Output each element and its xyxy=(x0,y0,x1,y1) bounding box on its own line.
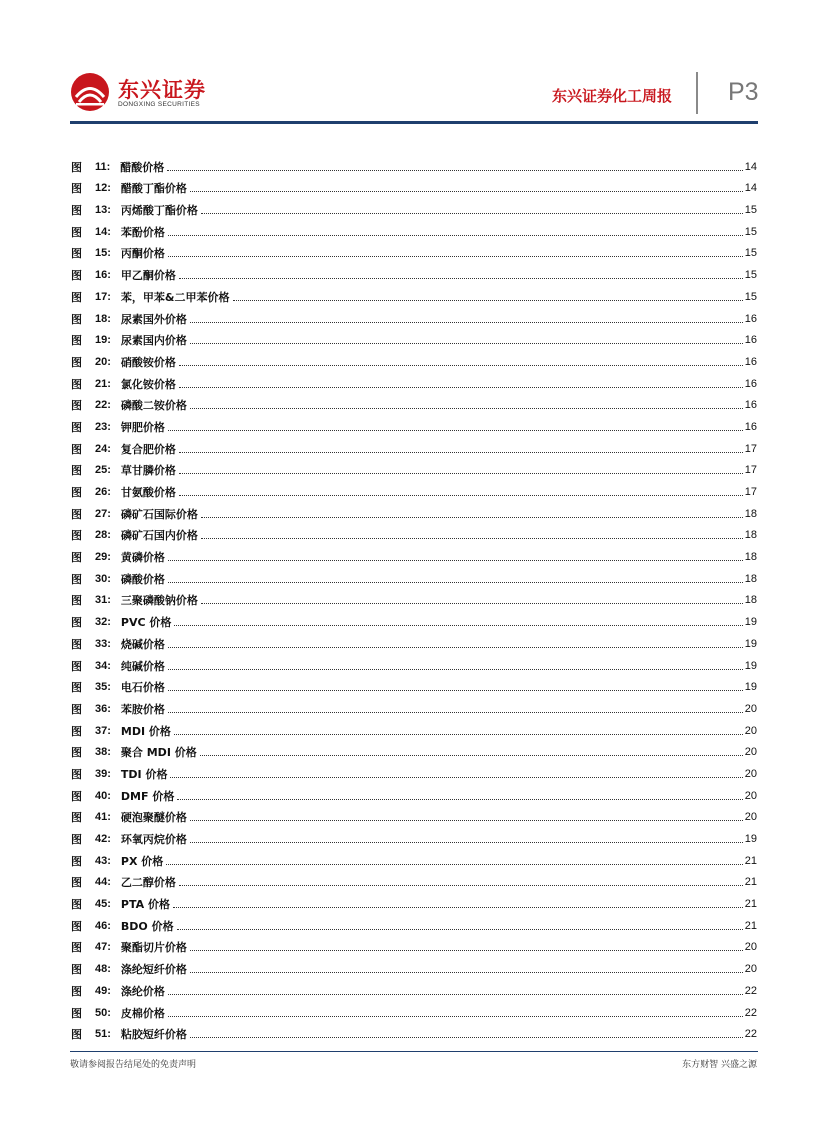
toc-entry-prefix: 图 xyxy=(71,464,82,478)
toc-entry-title[interactable]: 涤纶价格 xyxy=(120,984,165,998)
toc-entry[interactable] xyxy=(71,412,757,434)
logo-chinese-name: 东兴证券 xyxy=(118,78,206,102)
toc-entry-page[interactable]: 20 xyxy=(744,789,757,802)
toc-entry-prefix: 图 xyxy=(71,160,82,174)
toc-entry[interactable] xyxy=(71,954,757,976)
toc-entry-number: 34: xyxy=(95,659,111,672)
toc-entry-title[interactable]: 电石价格 xyxy=(120,681,165,695)
toc-entry-prefix: 图 xyxy=(71,854,82,868)
toc-dot-leader xyxy=(200,755,743,756)
toc-dot-leader xyxy=(190,343,743,344)
toc-dot-leader xyxy=(168,669,743,670)
toc-dot-leader xyxy=(179,278,743,279)
toc-entry-prefix: 图 xyxy=(71,290,82,304)
toc-entry-title[interactable]: 聚酯切片价格 xyxy=(120,941,187,955)
company-logo xyxy=(70,72,230,116)
toc-entry-number: 28: xyxy=(95,529,111,542)
toc-entry-title[interactable]: 丙酮价格 xyxy=(120,247,165,261)
toc-dot-leader xyxy=(190,972,743,973)
toc-entry[interactable] xyxy=(71,781,757,803)
toc-dot-leader xyxy=(190,842,743,843)
toc-entry-title[interactable]: 尿素国外价格 xyxy=(120,312,187,326)
toc-entry-prefix: 图 xyxy=(71,204,82,218)
toc-entry-page[interactable]: 19 xyxy=(744,833,757,845)
toc-dot-leader xyxy=(174,734,743,735)
toc-entry-number: 50: xyxy=(95,1006,111,1019)
toc-entry-page[interactable]: 18 xyxy=(744,529,757,542)
toc-entry[interactable] xyxy=(71,803,757,825)
toc-entry-number: 23: xyxy=(95,420,111,433)
toc-entry-page[interactable]: 14 xyxy=(744,160,757,173)
toc-entry[interactable] xyxy=(71,152,757,174)
toc-entry[interactable] xyxy=(71,1020,757,1042)
toc-dot-leader xyxy=(168,430,743,431)
toc-entry-number: 14: xyxy=(95,225,111,238)
toc-entry-prefix: 图 xyxy=(71,312,82,326)
toc-entry-prefix: 图 xyxy=(71,377,82,391)
toc-entry-page[interactable]: 18 xyxy=(744,572,757,585)
toc-entry-number: 31: xyxy=(95,594,111,607)
toc-entry-number: 32: xyxy=(95,616,111,629)
toc-entry-number: 13: xyxy=(95,204,111,217)
toc-entry[interactable] xyxy=(71,673,757,695)
toc-entry-title[interactable]: TDI 价格 xyxy=(120,767,168,781)
toc-entry[interactable] xyxy=(71,716,757,738)
toc-entry-number: 25: xyxy=(95,464,111,477)
toc-dot-leader xyxy=(201,213,743,214)
toc-dot-leader xyxy=(168,560,743,561)
figure-table-of-contents xyxy=(71,152,757,1041)
toc-entry-title[interactable]: 钾肥价格 xyxy=(120,420,165,434)
toc-entry-number: 18: xyxy=(95,312,111,325)
toc-entry-prefix: 图 xyxy=(71,702,82,716)
toc-entry-page[interactable]: 15 xyxy=(744,290,757,303)
toc-entry[interactable] xyxy=(71,499,757,521)
toc-entry-number: 24: xyxy=(95,442,111,455)
toc-dot-leader xyxy=(177,929,743,930)
toc-entry[interactable] xyxy=(71,369,757,391)
toc-dot-leader xyxy=(168,256,743,257)
toc-entry-number: 12: xyxy=(95,182,111,195)
toc-entry[interactable] xyxy=(71,738,757,760)
toc-entry-prefix: 图 xyxy=(71,746,82,760)
toc-entry-page[interactable]: 21 xyxy=(744,898,757,911)
toc-entry-page[interactable]: 21 xyxy=(744,919,757,932)
toc-entry-number: 42: xyxy=(95,833,111,845)
toc-entry-number: 26: xyxy=(95,486,111,498)
toc-entry-number: 38: xyxy=(95,746,111,759)
toc-entry-page[interactable]: 15 xyxy=(744,225,757,238)
page-number: P3 xyxy=(728,78,759,106)
toc-entry-page[interactable]: 15 xyxy=(744,269,757,282)
toc-entry[interactable] xyxy=(71,607,757,629)
toc-dot-leader xyxy=(167,170,742,171)
toc-entry[interactable] xyxy=(71,846,757,868)
toc-entry[interactable] xyxy=(71,868,757,890)
toc-entry-title[interactable]: 氯化铵价格 xyxy=(120,377,176,391)
toc-entry-page[interactable]: 20 xyxy=(744,767,757,780)
toc-entry[interactable] xyxy=(71,586,757,608)
toc-entry-page[interactable]: 17 xyxy=(744,442,757,455)
toc-entry-prefix: 图 xyxy=(71,355,82,369)
toc-dot-leader xyxy=(190,950,743,951)
toc-entry[interactable] xyxy=(71,391,757,413)
toc-entry-number: 40: xyxy=(95,789,111,802)
toc-entry-number: 36: xyxy=(95,702,111,715)
toc-entry-prefix: 图 xyxy=(71,833,82,846)
toc-entry-number: 51: xyxy=(95,1028,111,1041)
toc-entry[interactable] xyxy=(71,694,757,716)
toc-entry-number: 11: xyxy=(95,160,111,173)
toc-dot-leader xyxy=(233,300,743,301)
toc-entry[interactable] xyxy=(71,260,757,282)
toc-entry-prefix: 图 xyxy=(71,811,82,825)
toc-entry[interactable] xyxy=(71,239,757,261)
toc-entry-page[interactable]: 18 xyxy=(744,551,757,564)
toc-entry-title[interactable]: 乙二醇价格 xyxy=(120,876,176,890)
toc-entry-prefix: 图 xyxy=(71,399,82,413)
toc-entry-title[interactable]: 磷矿石国际价格 xyxy=(120,507,198,521)
toc-entry-page[interactable]: 16 xyxy=(744,420,757,433)
toc-dot-leader xyxy=(179,495,743,496)
toc-entry-prefix: 图 xyxy=(71,551,82,565)
toc-entry-page[interactable]: 16 xyxy=(744,334,757,347)
toc-entry-prefix: 图 xyxy=(71,594,82,608)
toc-entry-title[interactable]: 硝酸铵价格 xyxy=(120,355,176,369)
toc-entry-prefix: 图 xyxy=(71,919,82,933)
toc-entry-page[interactable]: 15 xyxy=(744,204,757,217)
toc-entry-number: 19: xyxy=(95,334,111,347)
toc-entry-page[interactable]: 16 xyxy=(744,355,757,368)
toc-dot-leader xyxy=(201,538,743,539)
toc-entry-prefix: 图 xyxy=(71,681,82,695)
toc-entry-prefix: 图 xyxy=(71,659,82,673)
toc-entry[interactable] xyxy=(71,759,757,781)
toc-entry-title[interactable]: 环氧丙烷价格 xyxy=(120,833,187,846)
toc-entry-number: 16: xyxy=(95,269,111,282)
header-rule xyxy=(70,121,758,124)
toc-entry-title[interactable]: 涤纶短纤价格 xyxy=(120,963,187,977)
toc-entry-page[interactable]: 16 xyxy=(744,377,757,390)
toc-entry[interactable] xyxy=(71,326,757,348)
toc-entry-number: 44: xyxy=(95,876,111,889)
toc-entry-page[interactable]: 19 xyxy=(744,681,757,694)
toc-entry-number: 29: xyxy=(95,551,111,564)
toc-entry-title[interactable]: 丙烯酸丁酯价格 xyxy=(120,204,198,218)
toc-dot-leader xyxy=(168,582,743,583)
toc-dot-leader xyxy=(177,799,742,800)
toc-entry[interactable] xyxy=(71,174,757,196)
toc-dot-leader xyxy=(168,994,743,995)
toc-entry-prefix: 图 xyxy=(71,529,82,543)
toc-dot-leader xyxy=(166,864,742,865)
toc-entry[interactable] xyxy=(71,521,757,543)
footer-rule xyxy=(70,1051,758,1052)
toc-entry-title[interactable]: 硬泡聚醚价格 xyxy=(120,811,187,825)
toc-dot-leader xyxy=(190,322,743,323)
toc-entry[interactable] xyxy=(71,933,757,955)
toc-entry[interactable] xyxy=(71,195,757,217)
toc-entry-number: 17: xyxy=(95,290,111,303)
toc-entry-page[interactable]: 22 xyxy=(744,1006,757,1019)
toc-entry-title[interactable]: 甲乙酮价格 xyxy=(120,269,176,283)
toc-entry-page[interactable]: 16 xyxy=(744,312,757,325)
toc-dot-leader xyxy=(190,408,743,409)
toc-entry-title[interactable]: 粘胶短纤价格 xyxy=(120,1028,187,1042)
toc-entry-page[interactable]: 17 xyxy=(744,464,757,477)
toc-dot-leader xyxy=(179,885,743,886)
toc-entry-prefix: 图 xyxy=(71,898,82,912)
disclaimer-notice: 敬请参阅报告结尾处的免责声明 xyxy=(70,1060,197,1070)
toc-entry-number: 37: xyxy=(95,724,111,737)
toc-entry-title[interactable]: MDI 价格 xyxy=(120,724,171,738)
toc-dot-leader xyxy=(168,1016,743,1017)
toc-entry-title[interactable]: 磷酸价格 xyxy=(120,572,165,586)
toc-entry[interactable] xyxy=(71,282,757,304)
toc-entry-prefix: 图 xyxy=(71,442,82,456)
toc-entry[interactable] xyxy=(71,911,757,933)
toc-entry-title[interactable]: 苯，甲苯&二甲苯价格 xyxy=(120,290,230,304)
toc-entry-prefix: 图 xyxy=(71,486,82,499)
toc-dot-leader xyxy=(201,603,743,604)
toc-entry-number: 46: xyxy=(95,919,111,932)
toc-entry-title[interactable]: 醋酸价格 xyxy=(120,160,165,174)
toc-entry-title[interactable]: 纯碱价格 xyxy=(120,659,165,673)
toc-entry-page[interactable]: 16 xyxy=(744,399,757,412)
toc-entry-title[interactable]: 苯酚价格 xyxy=(120,225,165,239)
toc-dot-leader xyxy=(168,690,743,691)
toc-entry-prefix: 图 xyxy=(71,637,82,651)
toc-entry-number: 21: xyxy=(95,377,111,390)
toc-entry-prefix: 图 xyxy=(71,876,82,890)
toc-dot-leader xyxy=(179,452,743,453)
toc-entry-title[interactable]: 醋酸丁酯价格 xyxy=(120,182,187,196)
toc-entry-number: 41: xyxy=(95,811,111,824)
toc-entry-prefix: 图 xyxy=(71,182,82,196)
toc-entry-number: 47: xyxy=(95,941,111,954)
toc-entry[interactable] xyxy=(71,434,757,456)
toc-dot-leader xyxy=(179,387,743,388)
toc-dot-leader xyxy=(190,820,743,821)
toc-entry-number: 15: xyxy=(95,247,111,260)
toc-dot-leader xyxy=(173,907,743,908)
toc-entry-prefix: 图 xyxy=(71,616,82,630)
toc-entry-prefix: 图 xyxy=(71,984,82,998)
toc-entry-page[interactable]: 18 xyxy=(744,507,757,520)
toc-entry-title[interactable]: 烧碱价格 xyxy=(120,637,165,651)
toc-entry-title[interactable]: BDO 价格 xyxy=(120,919,174,933)
toc-entry-title[interactable]: 复合肥价格 xyxy=(120,442,176,456)
toc-dot-leader xyxy=(168,647,743,648)
toc-entry-page[interactable]: 15 xyxy=(744,247,757,260)
toc-entry-prefix: 图 xyxy=(71,789,82,803)
toc-entry-title[interactable]: 苯胺价格 xyxy=(120,702,165,716)
toc-entry[interactable] xyxy=(71,304,757,326)
toc-entry-number: 33: xyxy=(95,637,111,650)
toc-entry-prefix: 图 xyxy=(71,334,82,348)
toc-entry[interactable] xyxy=(71,347,757,369)
toc-entry[interactable] xyxy=(71,542,757,564)
toc-entry-page[interactable]: 19 xyxy=(744,616,757,629)
toc-entry[interactable] xyxy=(71,651,757,673)
toc-entry-number: 48: xyxy=(95,963,111,976)
toc-entry-number: 35: xyxy=(95,681,111,694)
toc-entry[interactable] xyxy=(71,824,757,846)
toc-entry-number: 30: xyxy=(95,572,111,585)
toc-dot-leader xyxy=(179,473,743,474)
toc-entry-prefix: 图 xyxy=(71,767,82,781)
toc-dot-leader xyxy=(179,365,743,366)
toc-entry-page[interactable]: 22 xyxy=(744,1028,757,1041)
toc-entry-page[interactable]: 20 xyxy=(744,941,757,954)
toc-entry-page[interactable]: 20 xyxy=(744,811,757,824)
toc-dot-leader xyxy=(168,235,743,236)
toc-entry-page[interactable]: 19 xyxy=(744,637,757,650)
toc-entry[interactable] xyxy=(71,456,757,478)
toc-entry-title[interactable]: 聚合 MDI 价格 xyxy=(120,746,197,760)
toc-entry-page[interactable]: 20 xyxy=(744,724,757,737)
toc-entry-number: 27: xyxy=(95,507,111,520)
toc-entry-page[interactable]: 20 xyxy=(744,702,757,715)
toc-entry-prefix: 图 xyxy=(71,247,82,261)
toc-entry-number: 43: xyxy=(95,854,111,867)
toc-entry-title[interactable]: PTA 价格 xyxy=(120,898,170,912)
toc-entry-number: 20: xyxy=(95,355,111,368)
toc-entry-page[interactable]: 20 xyxy=(744,746,757,759)
toc-entry-number: 45: xyxy=(95,898,111,911)
toc-entry-page[interactable]: 18 xyxy=(744,594,757,607)
toc-entry-prefix: 图 xyxy=(71,507,82,521)
toc-entry-number: 22: xyxy=(95,399,111,412)
toc-entry-title[interactable]: 皮棉价格 xyxy=(120,1006,165,1020)
toc-entry-number: 39: xyxy=(95,767,111,780)
toc-entry-prefix: 图 xyxy=(71,269,82,283)
toc-entry-title[interactable]: 草甘膦价格 xyxy=(120,464,176,478)
toc-entry-page[interactable]: 22 xyxy=(744,984,757,997)
toc-dot-leader xyxy=(174,625,742,626)
toc-entry-page[interactable]: 21 xyxy=(744,876,757,889)
toc-entry-title[interactable]: PVC 价格 xyxy=(120,616,172,630)
toc-entry-prefix: 图 xyxy=(71,941,82,955)
toc-entry[interactable] xyxy=(71,976,757,998)
dongxing-logo-icon xyxy=(70,72,110,112)
toc-dot-leader xyxy=(168,712,743,713)
toc-entry[interactable] xyxy=(71,217,757,239)
toc-entry-number: 49: xyxy=(95,984,111,997)
toc-entry-title[interactable]: PX 价格 xyxy=(120,854,164,868)
toc-entry-prefix: 图 xyxy=(71,1028,82,1042)
company-slogan: 东方财智 兴盛之源 xyxy=(682,1060,757,1070)
toc-entry-page[interactable]: 21 xyxy=(744,854,757,867)
toc-entry[interactable] xyxy=(71,564,757,586)
toc-entry-title[interactable]: 尿素国内价格 xyxy=(120,334,187,348)
toc-entry-title[interactable]: 三聚磷酸钠价格 xyxy=(120,594,198,608)
toc-entry-page[interactable]: 20 xyxy=(744,963,757,976)
toc-entry-prefix: 图 xyxy=(71,420,82,434)
toc-entry-page[interactable]: 19 xyxy=(744,659,757,672)
toc-dot-leader xyxy=(170,777,742,778)
toc-entry-page[interactable]: 17 xyxy=(744,486,757,498)
toc-entry-title[interactable]: 磷矿石国内价格 xyxy=(120,529,198,543)
toc-dot-leader xyxy=(190,191,743,192)
logo-english-name: DONGXING SECURITIES xyxy=(118,101,200,108)
toc-entry-prefix: 图 xyxy=(71,963,82,977)
toc-entry-prefix: 图 xyxy=(71,724,82,738)
toc-entry-title[interactable]: DMF 价格 xyxy=(120,789,175,803)
toc-entry-prefix: 图 xyxy=(71,225,82,239)
toc-dot-leader xyxy=(190,1037,743,1038)
toc-entry[interactable] xyxy=(71,477,757,499)
toc-entry[interactable] xyxy=(71,998,757,1020)
toc-entry-title[interactable]: 甘氨酸价格 xyxy=(120,486,176,499)
report-title: 东兴证券化工周报 xyxy=(552,87,673,105)
toc-dot-leader xyxy=(201,517,743,518)
header-divider xyxy=(696,72,698,114)
toc-entry-title[interactable]: 磷酸二铵价格 xyxy=(120,399,187,413)
toc-entry-page[interactable]: 14 xyxy=(744,182,757,195)
toc-entry-prefix: 图 xyxy=(71,1006,82,1020)
toc-entry-prefix: 图 xyxy=(71,572,82,586)
toc-entry-title[interactable]: 黄磷价格 xyxy=(120,551,165,565)
toc-entry[interactable] xyxy=(71,889,757,911)
toc-entry[interactable] xyxy=(71,629,757,651)
